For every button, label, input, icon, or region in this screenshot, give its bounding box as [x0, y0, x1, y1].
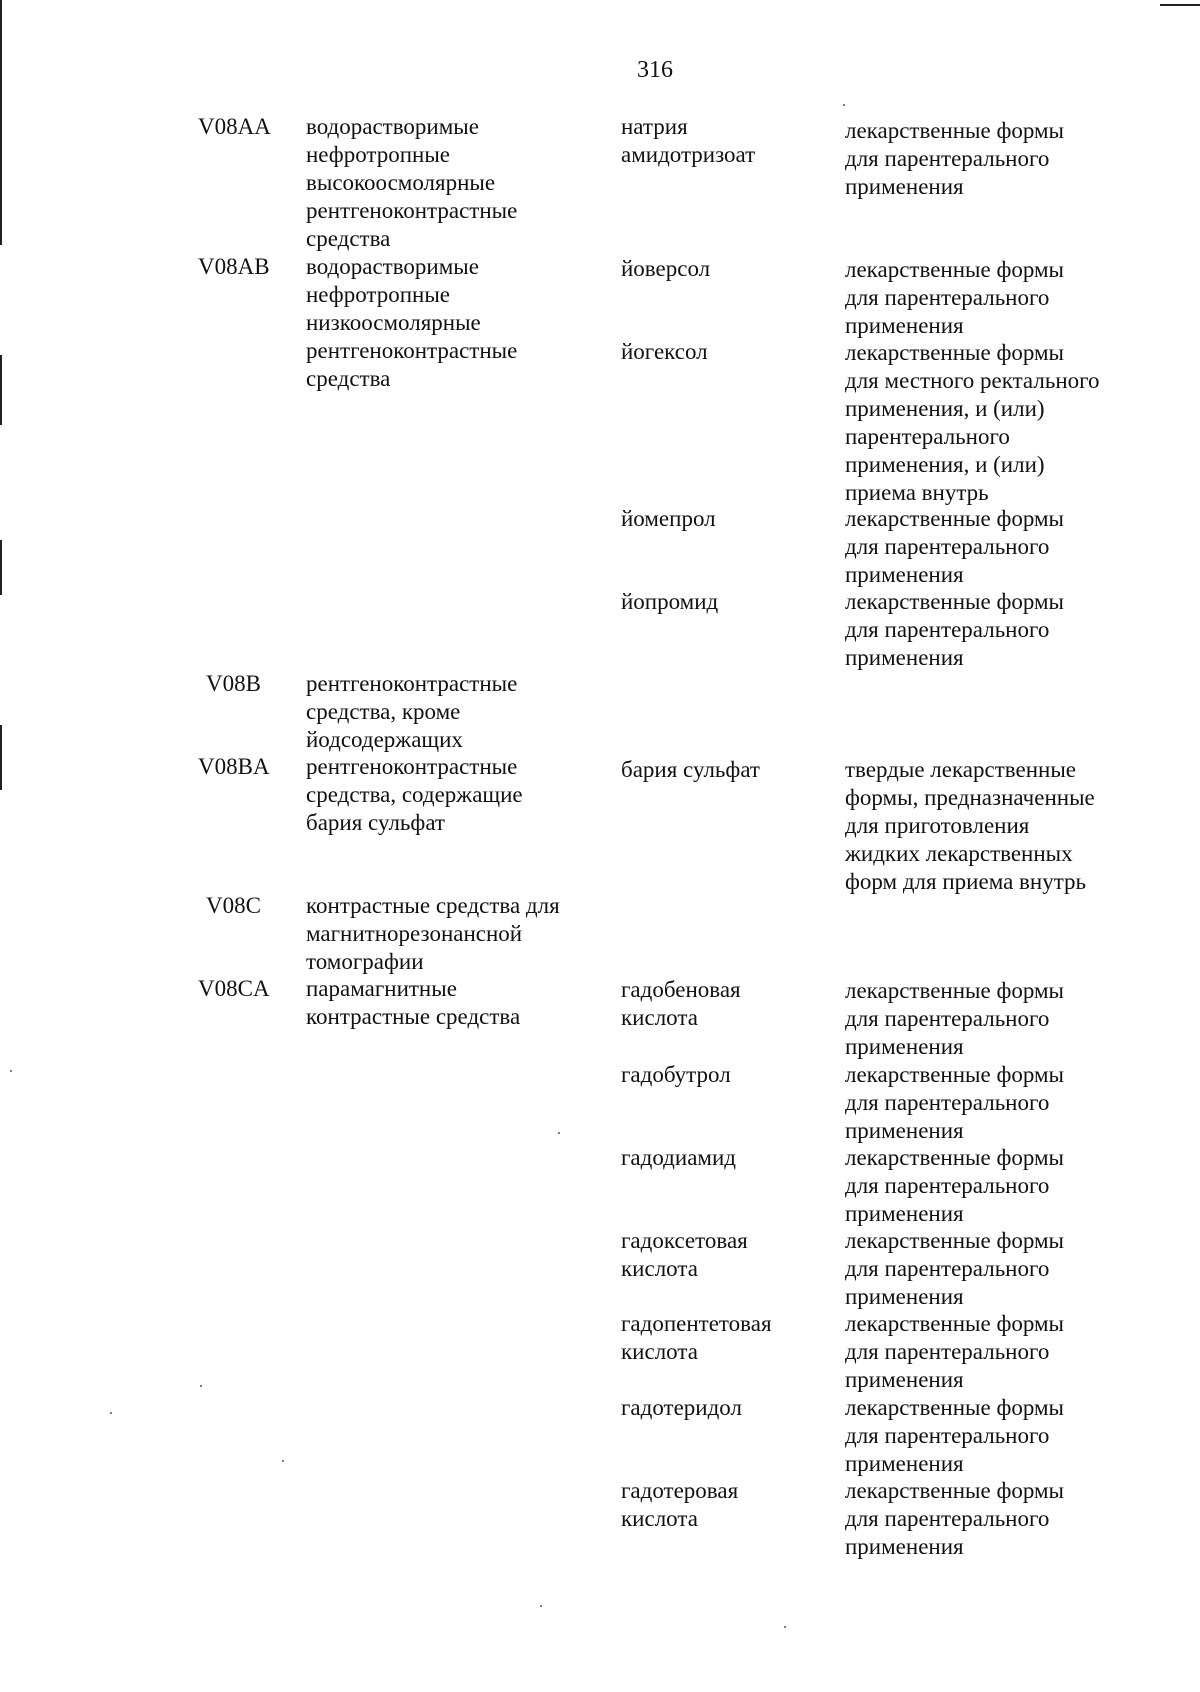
group-name: водорастворимые нефротропные высокоосмолярные рентгеноконтрастные средства: [306, 114, 518, 251]
atc-code: V08CA: [198, 976, 270, 1001]
dosage-form: лекарственные формы для парентерального применения: [845, 118, 1065, 199]
scan-speck: [843, 104, 845, 106]
drug-name: гадобеновая кислота: [621, 977, 741, 1030]
drug-name: гадотеровая кислота: [621, 1478, 739, 1531]
scan-edge-line: [1160, 4, 1200, 6]
atc-code: V08BA: [198, 754, 270, 779]
scan-edge-line: [0, 355, 2, 425]
scan-speck: [540, 1605, 542, 1607]
dosage-form: лекарственные формы для парентерального применения: [845, 1311, 1065, 1392]
drug-name: гадотеридол: [621, 1395, 742, 1420]
dosage-form: лекарственные формы для парентерального применения: [845, 589, 1065, 670]
atc-code: V08C: [206, 893, 261, 918]
dosage-form: лекарственные формы для парентерального применения: [845, 978, 1065, 1059]
drug-name: гадобутрол: [621, 1062, 731, 1087]
page-number: 316: [637, 57, 673, 83]
atc-code: V08B: [206, 671, 261, 696]
drug-name: йомепрол: [621, 506, 716, 531]
scan-speck: [200, 1385, 202, 1387]
dosage-form: лекарственные формы для парентерального применения: [845, 1062, 1065, 1143]
atc-code: V08AA: [198, 114, 271, 139]
scan-edge-line: [0, 540, 2, 595]
group-name: водорастворимые нефротропные низкоосмолярные рентгеноконтрастные средства: [306, 254, 518, 391]
drug-name: бария сульфат: [621, 757, 760, 782]
dosage-form: твердые лекарственные формы, предназначенные для приготовления жидких лекарственных форм для приема внутрь: [845, 757, 1095, 894]
dosage-form: лекарственные формы для парентерального применения: [845, 1145, 1065, 1226]
dosage-form: лекарственные формы для парентерального применения: [845, 506, 1065, 587]
drug-name: гадодиамид: [621, 1145, 736, 1170]
group-name: контрастные средства для магнитнорезонансной томографии: [306, 893, 560, 974]
group-name: рентгеноконтрастные средства, кроме йодсодержащих: [306, 671, 518, 752]
scan-speck: [784, 1626, 786, 1628]
scan-speck: [110, 1412, 112, 1414]
drug-name: йопромид: [621, 589, 719, 614]
atc-code: V08AB: [198, 254, 270, 279]
dosage-form: лекарственные формы для местного ректального применения, и (или) парентерального применения, и (или) приема внутрь: [845, 340, 1100, 505]
scan-speck: [10, 1070, 12, 1072]
scan-edge-line: [0, 0, 2, 245]
drug-name: гадоксетовая кислота: [621, 1228, 748, 1281]
drug-name: йоверсол: [621, 256, 711, 281]
drug-name: гадопентетовая кислота: [621, 1311, 772, 1364]
scan-speck: [282, 1460, 284, 1462]
dosage-form: лекарственные формы для парентерального применения: [845, 257, 1065, 338]
group-name: парамагнитные контрастные средства: [306, 976, 521, 1029]
dosage-form: лекарственные формы для парентерального применения: [845, 1228, 1065, 1309]
dosage-form: лекарственные формы для парентерального применения: [845, 1395, 1065, 1476]
scan-speck: [558, 1132, 560, 1134]
group-name: рентгеноконтрастные средства, содержащие бария сульфат: [306, 754, 523, 835]
dosage-form: лекарственные формы для парентерального применения: [845, 1478, 1065, 1559]
drug-name: йогексол: [621, 339, 708, 364]
drug-name: натрия амидотризоат: [621, 114, 756, 167]
scan-edge-line: [0, 725, 2, 790]
